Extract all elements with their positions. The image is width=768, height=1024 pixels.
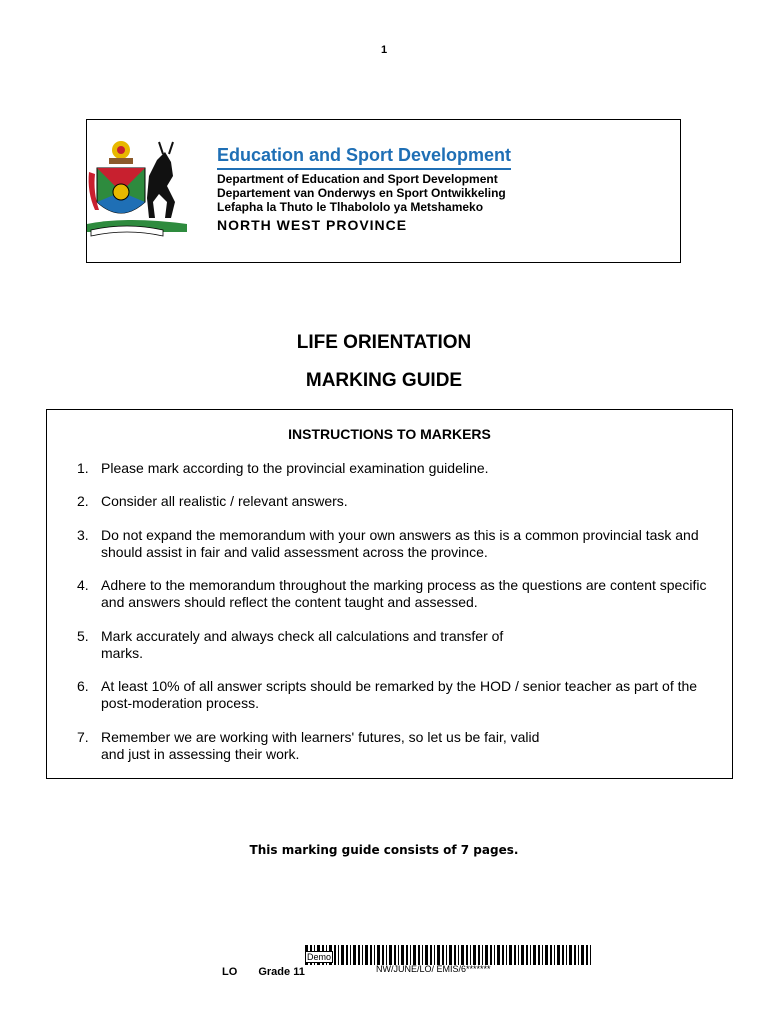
instruction-number: 6.	[77, 678, 89, 694]
instruction-text: Mark accurately and always check all calculations and transfer of marks.	[101, 628, 504, 661]
instruction-text: Do not expand the memorandum with your own answers as this is a common provincial task and should assist in fair and valid assessment across the province.	[101, 527, 699, 560]
footer-subject-grade	[222, 966, 305, 978]
instruction-number: 3.	[77, 527, 89, 543]
instruction-text: At least 10% of all answer scripts should be remarked by the HOD / senior teacher as part of the post-moderation process.	[101, 678, 698, 711]
instruction-item	[77, 628, 547, 662]
instruction-item	[77, 460, 727, 477]
document-type-title: MARKING GUIDE	[305, 370, 463, 391]
department-header	[86, 119, 681, 263]
page-count-note: This marking guide consists of 7 pages.	[249, 843, 519, 857]
instruction-item	[77, 527, 727, 561]
instruction-item	[77, 678, 727, 712]
footer-grade: Grade 11	[258, 966, 305, 978]
instruction-item	[77, 493, 727, 510]
instruction-number: 5.	[77, 628, 89, 644]
province-name: NORTH WEST PROVINCE	[217, 217, 408, 233]
instruction-text: Adhere to the memorandum throughout the marking process as the questions are content specific and answers should reflect the content taught and assessed.	[101, 577, 707, 610]
instruction-number: 4.	[77, 577, 89, 593]
instruction-text: Remember we are working with learners' futures, so let us be fair, valid and just in assessing their work.	[101, 729, 540, 762]
footer-document-code: NW/JUNE/LO/ EMIS/6*******	[376, 964, 491, 974]
department-name-english: Department of Education and Sport Development	[217, 172, 498, 186]
instruction-number: 7.	[77, 729, 89, 745]
instruction-text: Please mark according to the provincial examination guideline.	[101, 460, 489, 476]
instruction-number: 2.	[77, 493, 89, 509]
barcode-icon	[305, 945, 593, 965]
demo-label: Demo	[307, 952, 332, 962]
instructions-heading: INSTRUCTIONS TO MARKERS	[288, 426, 491, 442]
instruction-item	[77, 577, 727, 611]
instruction-number: 1.	[77, 460, 89, 476]
department-text	[217, 144, 511, 234]
provincial-coat-of-arms-icon	[87, 132, 205, 242]
footer-subject: LO	[222, 966, 238, 978]
department-title: Education and Sport Development	[217, 144, 511, 170]
page-number: 1	[380, 44, 388, 56]
department-name-afrikaans: Departement van Onderwys en Sport Ontwikkeling	[217, 186, 506, 200]
instructions-box	[46, 409, 733, 779]
instruction-item	[77, 729, 557, 763]
subject-title: LIFE ORIENTATION	[296, 332, 472, 353]
instruction-text: Consider all realistic / relevant answers.	[101, 493, 348, 509]
department-name-setswana: Lefapha la Thuto le Tlhabololo ya Metshameko	[217, 200, 484, 214]
